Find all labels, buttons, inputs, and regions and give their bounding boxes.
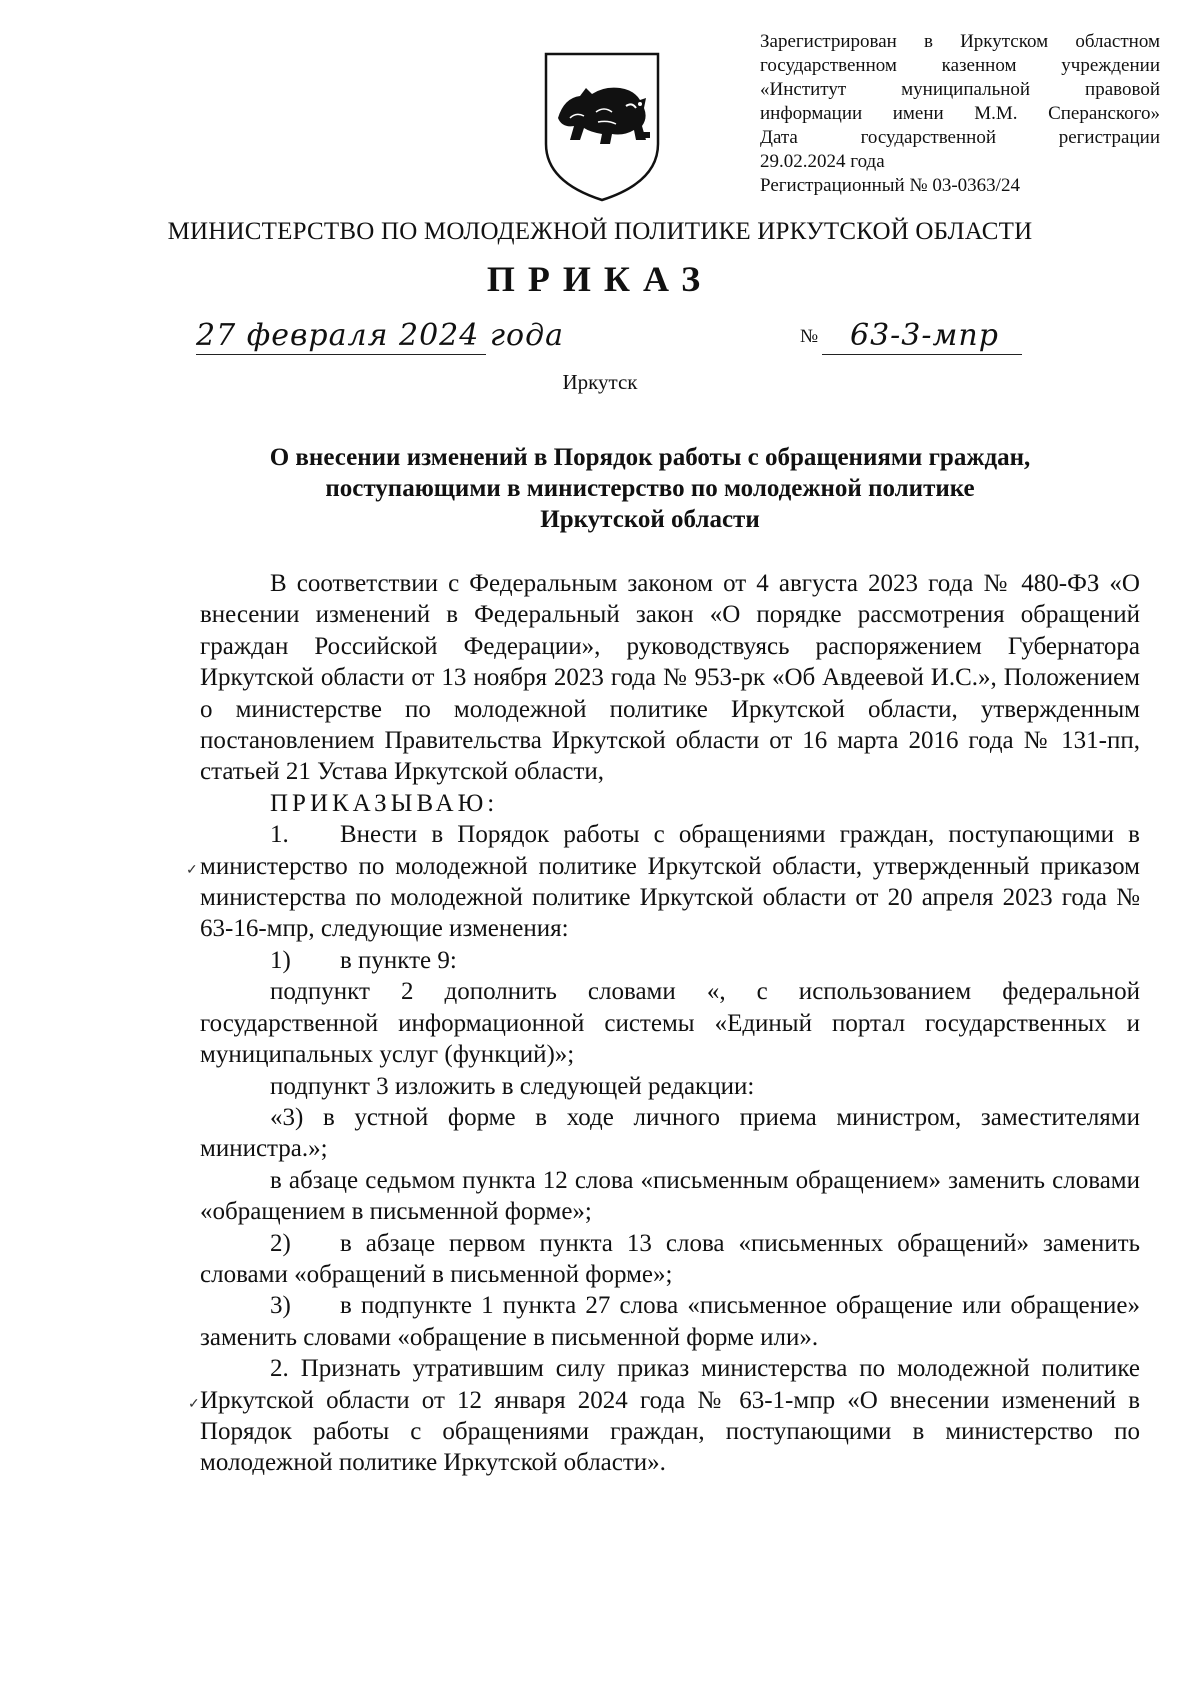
city-name: Иркутск bbox=[562, 370, 638, 394]
registration-number: Регистрационный № 03-0363/24 bbox=[760, 175, 1020, 196]
item-text: Внести в Порядок работы с обращениями граждан, поступающими в министерство по молодежной политике Иркутской области, утвержденный приказом министерства по молодежной политике Иркутской области от 20 апреля 2023 года № 63-16-мпр, следующие изменения: bbox=[200, 821, 1140, 943]
registration-line: информации имени М.М. Сперанского» bbox=[760, 103, 1160, 124]
registration-line: «Институт муниципальной правовой bbox=[760, 79, 1160, 100]
check-mark-icon: ✓ bbox=[186, 863, 198, 878]
subitem-1-amendment-b: подпункт 3 изложить в следующей редакции: bbox=[270, 1072, 755, 1100]
subitem-number: 2) bbox=[270, 1229, 291, 1257]
registration-line: Дата государственной регистрации bbox=[760, 127, 1160, 148]
preamble-paragraph: В соответствии с Федеральным законом от 4 августа 2023 года № 480-ФЗ «О внесении изменений в Федеральный закон «О порядке рассмотрения обращений граждан Российской Федерации», руководствуясь распоряжением Губернатора Иркутской области от 13 ноября 2023 года № 953-рк «Об Авдеевой И.С.», Положением о министерстве по молодежной политике Иркутской области, утвержденным постановлением Правительства Иркутской области от 16 марта 2016 года № 131-пп, статьей 21 Устава Иркутской области, bbox=[200, 570, 1140, 786]
coat-of-arms-emblem bbox=[540, 48, 664, 204]
subitem-text: в пункте 9: bbox=[340, 946, 457, 974]
date-underline bbox=[196, 354, 486, 355]
registration-stamp-text bbox=[760, 30, 1160, 198]
subitem-number: 3) bbox=[270, 1292, 291, 1320]
title-line: поступающими в министерство по молодежной политике bbox=[325, 475, 975, 502]
document-body bbox=[200, 568, 1140, 1479]
document-title bbox=[200, 442, 1100, 535]
subitem-1-paragraph bbox=[200, 945, 1140, 976]
handwritten-order-number: 63-3-мпр bbox=[850, 318, 999, 353]
subitem-text: в подпункте 1 пункта 27 слова «письменное обращение или обращение» заменить словами «обращение в письменной форме или». bbox=[200, 1292, 1140, 1351]
subitem-number: 1) bbox=[270, 946, 291, 974]
ministry-name: МИНИСТЕРСТВО ПО МОЛОДЕЖНОЙ ПОЛИТИКЕ ИРКУТСКОЙ ОБЛАСТИ bbox=[167, 218, 1033, 245]
item-1-paragraph bbox=[200, 819, 1140, 945]
number-underline bbox=[822, 354, 1022, 355]
order-word: ПРИКАЗЫВАЮ: bbox=[270, 789, 499, 817]
order-number-label: № bbox=[800, 326, 819, 347]
subitem-1-amendment-d: в абзаце седьмом пункта 12 слова «письменным обращением» заменить словами «обращением в письменной форме»; bbox=[200, 1166, 1140, 1226]
subitem-text: в абзаце первом пункта 13 слова «письменных обращений» заменить словами «обращений в письменной форме»; bbox=[200, 1229, 1140, 1288]
item-number: 1. bbox=[270, 821, 289, 849]
subitem-2-paragraph bbox=[200, 1228, 1140, 1291]
subitem-3-paragraph bbox=[200, 1290, 1140, 1353]
item-2-paragraph: 2. Признать утратившим силу приказ министерства по молодежной политике Иркутской области от 12 января 2024 года № 63-1-мпр «О внесении изменений в Порядок работы с обращениями граждан, поступающими в министерство по молодежной политике Иркутской области». bbox=[200, 1355, 1140, 1477]
registration-line: государственном казенном учреждении bbox=[760, 55, 1160, 76]
document-type: ПРИКАЗ bbox=[486, 259, 714, 299]
title-line: О внесении изменений в Порядок работы с обращениями граждан, bbox=[269, 444, 1031, 471]
handwritten-date: 27 февраля 2024 года bbox=[196, 318, 565, 353]
subitem-1-amendment-c: «3) в устной форме в ходе личного приема министром, заместителями министра.»; bbox=[200, 1103, 1140, 1163]
title-line: Иркутской области bbox=[540, 506, 760, 533]
registration-line: Зарегистрирован в Иркутском областном bbox=[760, 31, 1160, 52]
registration-date: 29.02.2024 года bbox=[760, 151, 885, 172]
subitem-1-amendment-a: подпункт 2 дополнить словами «, с использованием федеральной государственной информационной системы «Единый портал государственных и муниципальных услуг (функций)»; bbox=[200, 978, 1140, 1069]
check-mark-icon: ✓ bbox=[188, 1397, 200, 1412]
